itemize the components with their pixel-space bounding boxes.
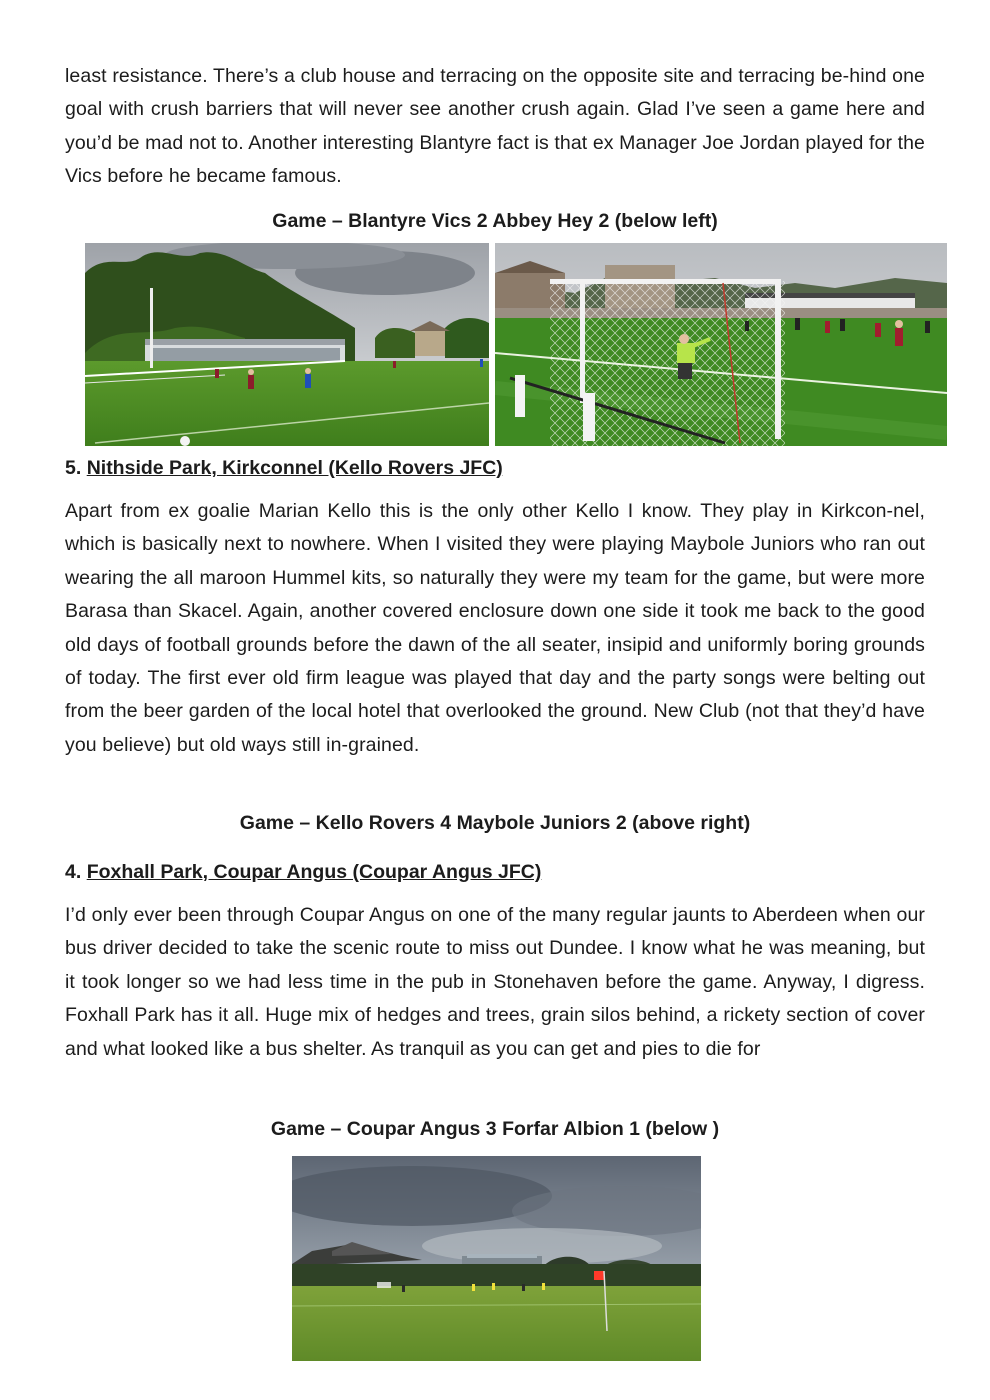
section-heading-coupar-angus xyxy=(65,859,925,885)
section-heading-kello-rovers xyxy=(65,455,925,481)
photo-foxhall-park xyxy=(292,1156,701,1361)
section-title: Foxhall Park, Coupar Angus (Coupar Angus JFC) xyxy=(86,861,542,883)
section-title: Nithside Park, Kirkconnel (Kello Rovers JFC) xyxy=(86,457,503,479)
paragraph-kello-rovers: Apart from ex goalie Marian Kello this is the only other Kello I know. They play in Kirkcon-nel, which is basically next to nowhere. When I visited they were playing Maybole Juniors who ran out wearing the all maroon Hummel kits, so naturally they were my team for the game, but were more Barasa than Skacel. Again, another covered enclosure down one side it took me back to the good old days of football grounds before the dawn of the all seater, insipid and uniformly boring grounds of today. The first ever old firm league was played that day and the party songs were belting out from the beer garden of the local hotel that overlooked the ground. New Club (not that they’d have you believe) but old ways still in-grained. xyxy=(65,500,925,756)
caption-kello-game: Game – Kello Rovers 4 Maybole Juniors 2 (above right) xyxy=(239,812,751,834)
paragraph-blantyre-end: least resistance. There’s a club house and terracing on the opposite site and terracing be-hind one goal with crush barriers that will never see another crush again. Glad I’ve seen a game here and you’d be mad not to. Another interesting Blantyre fact is that ex Manager Joe Jordan played for the Vics before he became famous. xyxy=(65,65,925,188)
caption-blantyre-game: Game – Blantyre Vics 2 Abbey Hey 2 (below left) xyxy=(272,210,718,232)
caption-coupar-game: Game – Coupar Angus 3 Forfar Albion 1 (below ) xyxy=(270,1118,720,1140)
paragraph-coupar-angus: I’d only ever been through Coupar Angus on one of the many regular jaunts to Aberdeen when our bus driver decided to take the scenic route to miss out Dundee. I know what he was meaning, but it took longer so we had less time in the pub in Stonehaven before the game. Anyway, I digress. Foxhall Park has it all. Huge mix of hedges and trees, grain silos behind, a rickety section of cover and what looked like a bus shelter. As tranquil as you can get and pies to die for xyxy=(65,904,925,1060)
section-number: 5. xyxy=(65,457,82,479)
photo-kirkconnel-goal xyxy=(495,243,947,446)
photo-blantyre-ground xyxy=(85,243,489,446)
section-number: 4. xyxy=(65,861,82,883)
